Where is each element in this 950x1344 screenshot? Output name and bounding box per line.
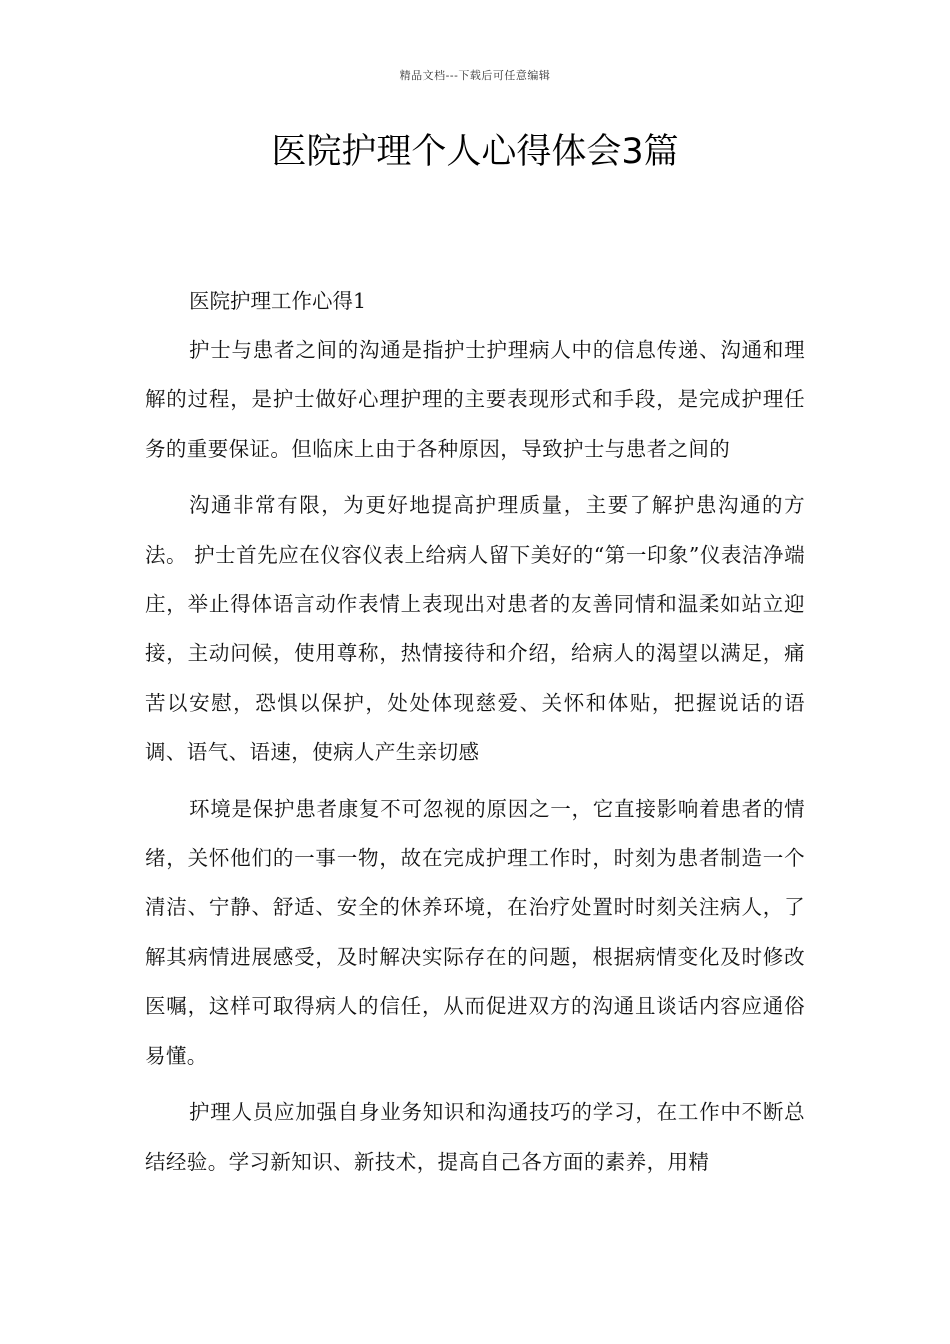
section-heading: 医院护理工作心得1: [189, 289, 367, 313]
paragraph-3: 环境是保护患者康复不可忽视的原因之一，它直接影响着患者的情绪，关怀他们的一事一物，故在完成护理工作时，时刻为患者制造一个清洁、宁静、舒适、安全的休养环境，在治疗处置时时刻关注病人，了解其病情进展感受，及时解决实际存在的问题，根据病情变化及时修改医嘱，这样可取得病人的信任，从而促进双方的沟通且谈话内容应通俗易懂。: [145, 796, 805, 1068]
paragraph-4: 护理人员应加强自身业务知识和沟通技巧的学习，在工作中不断总结经验。学习新知识、新技术，提高自己各方面的素养，用精: [145, 1100, 805, 1174]
paragraph-1: 护士与患者之间的沟通是指护士护理病人中的信息传递、沟通和理解的过程，是护士做好心理护理的主要表现形式和手段，是完成护理任务的重要保证。但临床上由于各种原因，导致护士与患者之间的: [145, 338, 805, 461]
header-note: 精品文档---下载后可任意编辑: [399, 69, 551, 82]
document-body: [145, 280, 805, 1194]
paragraph-2: 沟通非常有限，为更好地提高护理质量，主要了解护患沟通的方法。 护士首先应在仪容仪表上给病人留下美好的“第一印象”仪表洁净端庄，举止得体语言动作表情上表现出对患者的友善同情和温柔如站立迎接，主动问候，使用尊称，热情接待和介绍，给病人的渴望以满足，痛苦以安慰，恐惧以保护，处处体现慈爱、关怀和体贴，把握说话的语调、语气、语速，使病人产生亲切感: [145, 493, 805, 765]
document-title: 医院护理个人心得体会3篇: [271, 132, 679, 172]
